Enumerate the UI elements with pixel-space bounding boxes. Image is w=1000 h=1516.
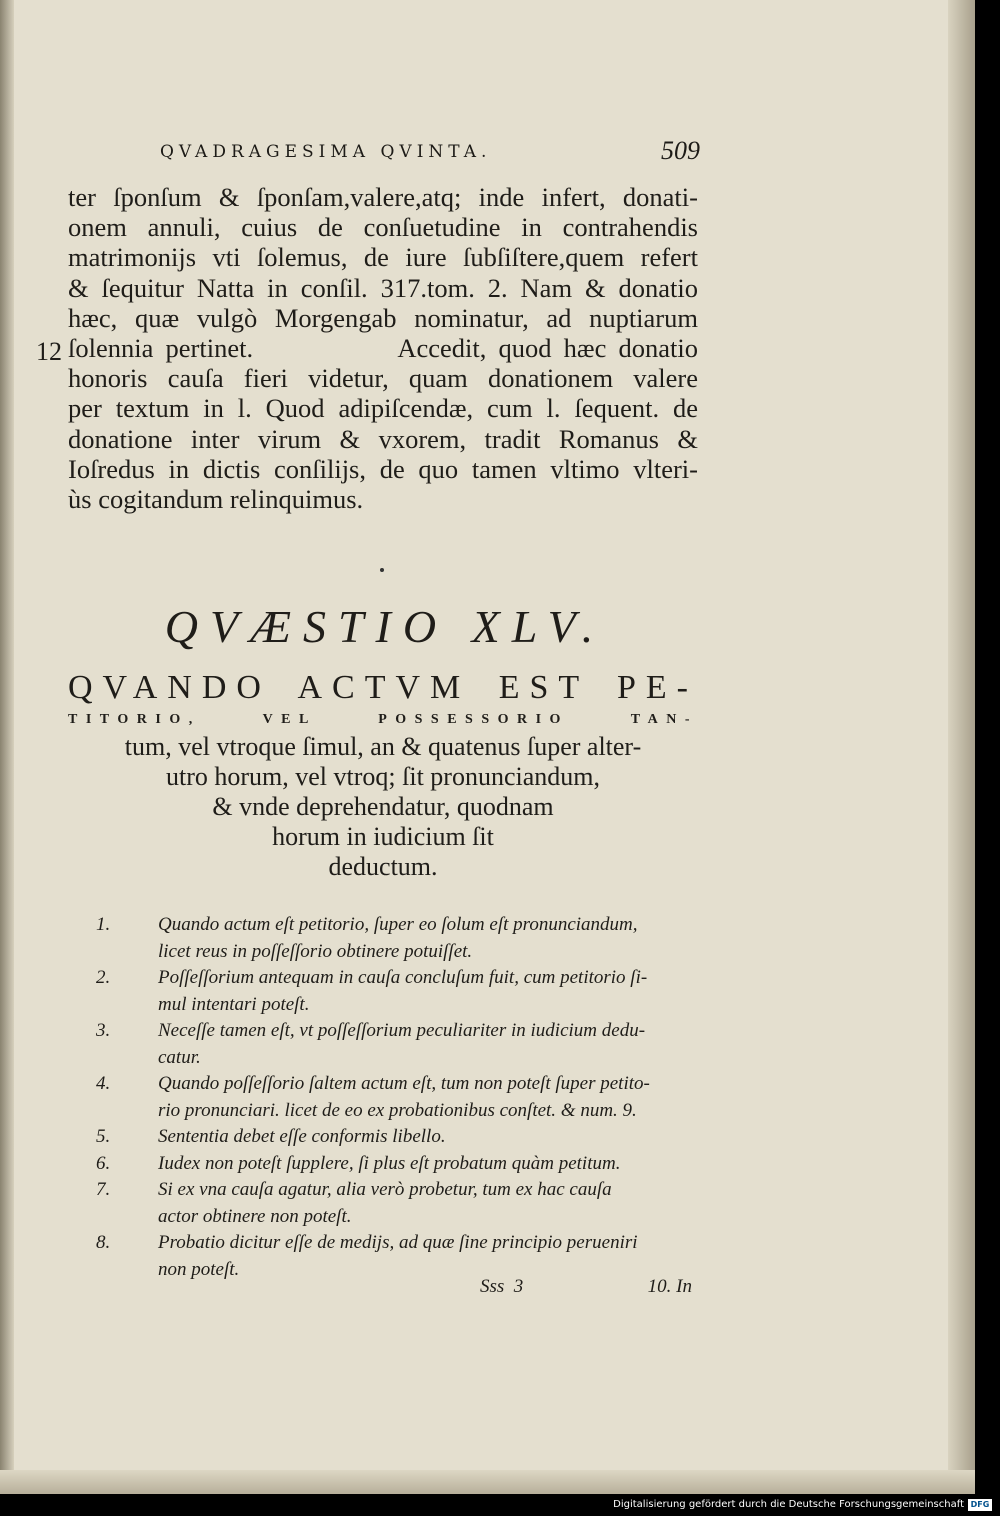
margin-number: 12 xyxy=(36,337,62,366)
body-line: & ſequitur Natta in conſil. 317.tom. 2. Nam & donatio xyxy=(68,272,698,303)
body-line: onem annuli, cuius de conſuetudine in contrahendis xyxy=(68,212,698,243)
summary-line: mul intentari poteſt. xyxy=(158,993,310,1015)
summary-number: 4. xyxy=(96,1073,111,1094)
body-line: ùs cogitandum relinquimus. xyxy=(68,484,364,515)
summary-line: actor obtinere non poteſt. xyxy=(158,1205,352,1227)
page-header xyxy=(160,136,700,172)
heading-line: & vnde deprehendatur, quodnam xyxy=(212,792,554,821)
summary-number: 2. xyxy=(96,967,111,988)
digitization-credit: Digitalisierung gefördert durch die Deutsche Forschungsgemeinschaft xyxy=(613,1499,964,1510)
heading-line: QVANDO ACTVM EST PE- xyxy=(68,669,698,706)
body-line: matrimonijs vti ſolemus, de iure ſubſiſtere,quem refert xyxy=(68,242,698,273)
body-line: donatione inter virum & vxorem, tradit Romanus & xyxy=(68,423,698,454)
page-number: 509 xyxy=(661,136,700,165)
heading-line: horum in iudicium ſit xyxy=(272,822,494,851)
page-edge-bottom xyxy=(0,1470,975,1494)
summary-line: catur. xyxy=(158,1046,201,1068)
summary-line: non poteſt. xyxy=(158,1258,240,1280)
signature-mark: Sss 3 xyxy=(480,1276,524,1297)
summary-line: rio pronunciari. licet de eo ex probationibus conſtet. & num. 9. xyxy=(158,1099,637,1121)
body-line: ter ſponſum & ſponſam,valere,atq; inde infert, donati- xyxy=(68,182,698,212)
summary-list xyxy=(96,912,701,1283)
catchword: 10. In xyxy=(647,1276,692,1297)
page-footer xyxy=(480,1276,692,1306)
summary-line: Si ex vna cauſa agatur, alia verò probetur, tum ex hac cauſa xyxy=(158,1179,612,1200)
summary-number: 5. xyxy=(96,1126,111,1147)
summary-line: Quando poſſeſſorio ſaltem actum eſt, tum non poteſt ſuper petito- xyxy=(158,1073,650,1094)
body-line: per textum in l. Quod adipiſcendæ, cum l. ſequent. de xyxy=(68,393,698,424)
summary-line: Iudex non poteſt ſupplere, ſi plus eſt probatum quàm petitum. xyxy=(158,1152,621,1174)
question-heading xyxy=(68,668,698,882)
summary-item xyxy=(96,1151,701,1178)
summary-line: Quando actum eſt petitorio, ſuper eo ſolum eſt pronunciandum, xyxy=(158,914,638,935)
body-line: ſolennia pertinet. Accedit, quod hæc donatio xyxy=(68,333,698,364)
question-title: QVÆSTIO XLV. xyxy=(164,601,606,652)
summary-item xyxy=(96,1124,701,1151)
body-line: Ioſredus in dictis conſilijs, de quo tamen vltimo vlteri- xyxy=(68,453,698,484)
summary-item xyxy=(96,1177,701,1230)
running-title: QVADRAGESIMA QVINTA. xyxy=(160,142,492,162)
summary-item xyxy=(96,1018,701,1071)
summary-item xyxy=(96,912,701,965)
summary-number: 7. xyxy=(96,1179,111,1200)
summary-line: licet reus in poſſeſſorio obtinere potuiſſet. xyxy=(158,940,473,962)
summary-number: 3. xyxy=(96,1020,111,1041)
page-edge-right xyxy=(948,0,975,1494)
credit-bar xyxy=(0,1494,1000,1516)
summary-line: Probatio dicitur eſſe de medijs, ad quæ ſine principio perueniri xyxy=(158,1232,638,1253)
heading-line: deductum. xyxy=(328,852,438,881)
separator-dot xyxy=(380,568,384,572)
summary-line: Neceſſe tamen eſt, vt poſſeſſorium peculiariter in iudicium dedu- xyxy=(158,1020,646,1041)
summary-item xyxy=(96,965,701,1018)
heading-line: TITORIO, VEL POSSESSORIO TAN- xyxy=(68,712,698,727)
summary-number: 8. xyxy=(96,1232,111,1253)
page-spine-shadow xyxy=(0,0,14,1494)
heading-line: utro horum, vel vtroq; ſit pronunciandum, xyxy=(166,762,600,791)
summary-item xyxy=(96,1071,701,1124)
body-line: honoris cauſa fieri videtur, quam donationem valere xyxy=(68,363,698,394)
dfg-logo: DFG xyxy=(968,1499,992,1511)
heading-line: tum, vel vtroque ſimul, an & quatenus ſuper alter- xyxy=(124,732,642,761)
body-paragraph xyxy=(68,182,698,514)
body-line: hæc, quæ vulgò Morgengab nominatur, ad nuptiarum xyxy=(68,302,698,333)
summary-number: 6. xyxy=(96,1152,111,1174)
summary-line: Sententia debet eſſe conformis libello. xyxy=(158,1126,446,1147)
summary-line: Poſſeſſorium antequam in cauſa concluſum fuit, cum petitorio ſi- xyxy=(158,967,648,988)
summary-number: 1. xyxy=(96,914,111,935)
